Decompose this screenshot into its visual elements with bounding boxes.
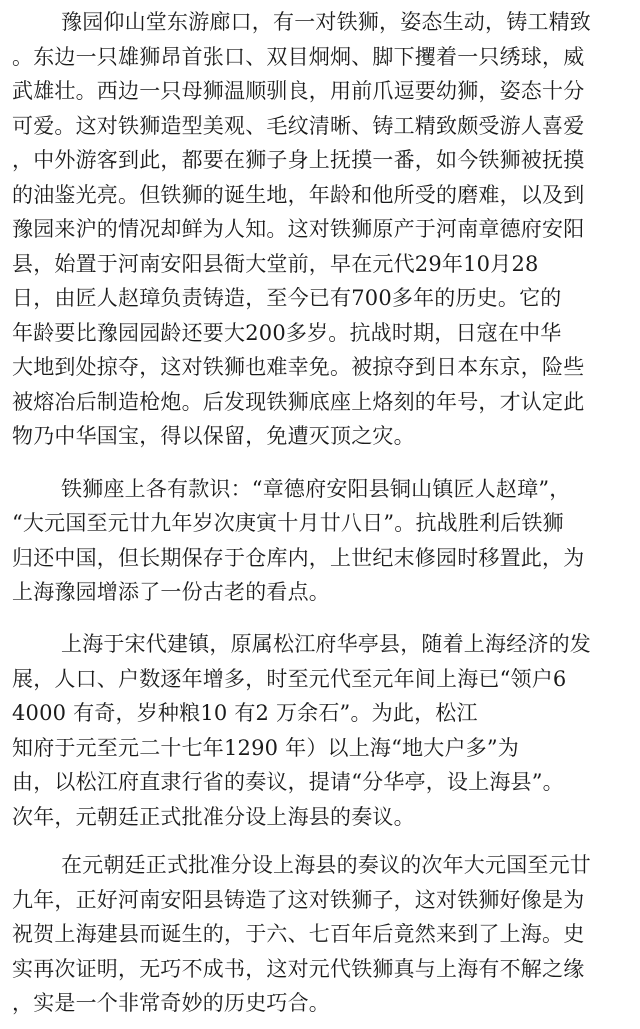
text-line: 县，始置于河南安阳县衙大堂前，早在元代29年10月28	[12, 252, 539, 276]
text-line: 豫园仰山堂东游廊口，有一对铁狮，姿态生动，铸工精致	[61, 10, 591, 34]
text-line: ，实是一个非常奇妙的历史巧合。	[12, 991, 330, 1015]
text-line: 由，以松江府直隶行省的奏议，提请“分华亭，设上海县”。	[12, 770, 564, 794]
text-line: 4000 有奇，岁种粮10 有2 万余石”。为此，松江	[12, 701, 478, 725]
text-line: 祝贺上海建县而诞生的，于六、七百年后竟然来到了上海。史	[12, 922, 585, 946]
text-line: “大元国至元廿九年岁次庚寅十月廿八日”。抗战胜利后铁狮	[12, 511, 564, 535]
text-line: 次年，元朝廷正式批准分设上海县的奏议。	[12, 805, 415, 829]
text-line: 被熔冶后制造枪炮。后发现铁狮底座上烙刻的年号，才认定此	[12, 390, 585, 414]
text-line: 在元朝廷正式批准分设上海县的奏议的次年大元国至元廿	[61, 853, 591, 877]
text-line: 豫园来沪的情况却鲜为人知。这对铁狮原产于河南章德府安阳	[12, 217, 585, 241]
text-line: 知府于元至元二十七年1290 年）以上海“地大户多”为	[12, 736, 519, 760]
text-line: 日，由匠人赵璋负责铸造，至今已有700多年的历史。它的	[12, 286, 562, 310]
text-line: 物乃中华国宝，得以保留，免遭灭顶之灾。	[12, 424, 415, 448]
text-line: 大地到处掠夺，这对铁狮也难幸免。被掠夺到日本东京，险些	[12, 355, 585, 379]
text-line: 归还中国，但长期保存于仓库内，上世纪末修园时移置此，为	[12, 546, 585, 570]
text-line: 铁狮座上各有款识：“章德府安阳县铜山镇匠人赵璋”，	[61, 477, 571, 501]
text-line: 的油鉴光亮。但铁狮的诞生地，年龄和他所受的磨难，以及到	[12, 183, 585, 207]
text-line: 。东边一只雄狮昂首张口、双目炯炯、脚下攫着一只绣球，威	[12, 45, 585, 69]
text-line: 可爱。这对铁狮造型美观、毛纹清晰、铸工精致颇受游人喜爱	[12, 114, 585, 138]
text-line: 实再次证明，无巧不成书，这对元代铁狮真与上海有不解之缘	[12, 957, 585, 981]
text-line: 展，人口、户数逐年增多，时至元代至元年间上海已“领户6	[12, 667, 567, 691]
text-line: 年龄要比豫园园龄还要大200多岁。抗战时期，日寇在中华	[12, 321, 562, 345]
text-line: 上海豫园增添了一份古老的看点。	[12, 580, 330, 604]
text-line: 九年，正好河南安阳县铸造了这对铁狮子，这对铁狮好像是为	[12, 888, 585, 912]
text-line: 武雄壮。西边一只母狮温顺驯良，用前爪逗要幼狮，姿态十分	[12, 79, 585, 103]
text-line: ，中外游客到此，都要在狮子身上抚摸一番，如今铁狮被抚摸	[12, 148, 585, 172]
text-line: 上海于宋代建镇，原属松江府华亭县，随着上海经济的发	[61, 632, 591, 656]
